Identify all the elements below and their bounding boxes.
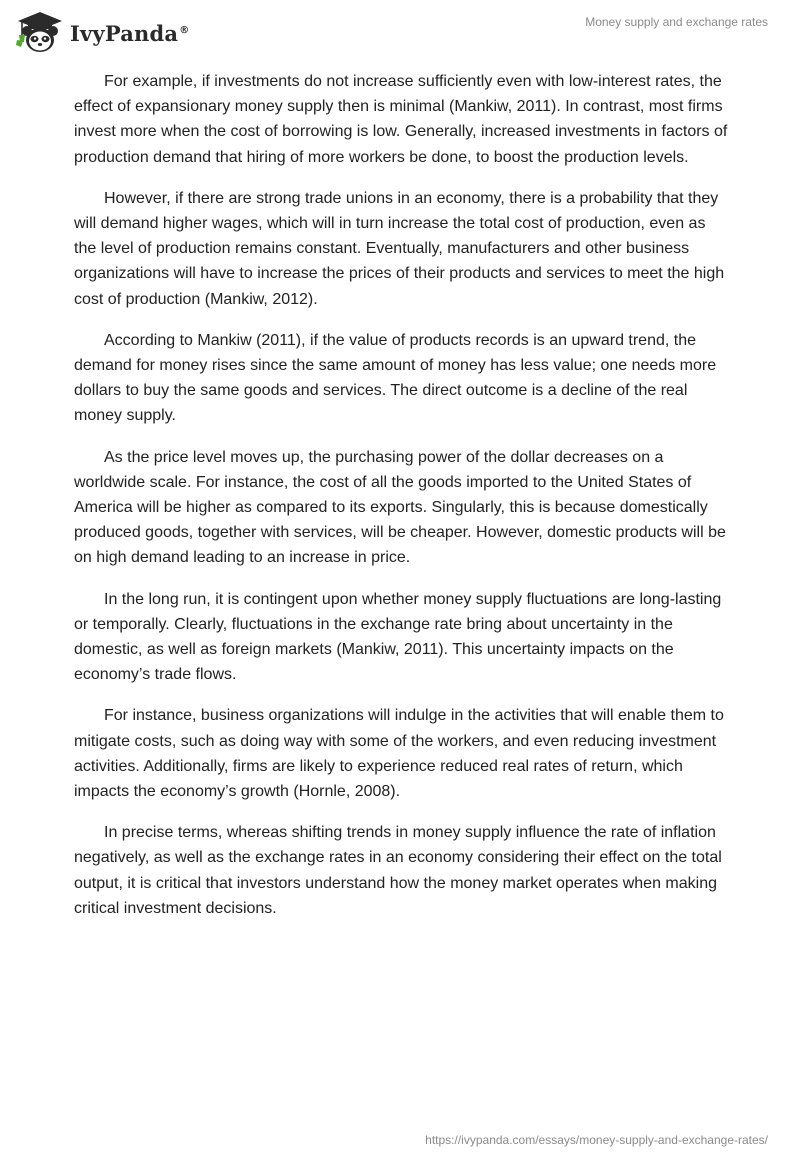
brand-logo[interactable] bbox=[14, 8, 189, 56]
essay-body bbox=[74, 69, 730, 937]
paragraph: In the long run, it is contingent upon whether money supply fluctuations are long-lasting or temporally. Clearly, fluctuations in the exchange rate bring about uncertainty in the domestic, as well as foreign markets (Mankiw, 2011). This uncertainty impacts on the economy’s trade flows. bbox=[74, 590, 722, 684]
page-header bbox=[0, 0, 800, 70]
paragraph: In precise terms, whereas shifting trends in money supply influence the rate of inflation negatively, as well as the exchange rates in an economy considering their effect on the total output, it is critical that investors understand how the money market operates when making critical investment decisions. bbox=[74, 824, 722, 917]
panda-graduation-cap-icon bbox=[14, 9, 66, 55]
paragraph: According to Mankiw (2011), if the value of products records is an upward trend, the demand for money rises since the same amount of money has less value; one needs more dollars to buy the same goods and services. The direct outcome is a decline of the real money supply. bbox=[74, 331, 717, 425]
paragraph: For example, if investments do not increase sufficiently even with low-interest rates, the effect of expansionary money supply then is minimal (Mankiw, 2011). In contrast, most firms invest more when the cost of borrowing is low. Generally, increased investments in factors of production demand that hiring of more workers be done, to boost the production levels. bbox=[74, 73, 728, 166]
paragraph: However, if there are strong trade unions in an economy, there is a probability that they will demand higher wages, which will in turn increase the total cost of production, even as the level of production remains constant. Eventually, manufacturers and other business organizations will have to increase the prices of their products and services to meet the high cost of production (Mankiw, 2012). bbox=[74, 189, 725, 308]
brand-name: IvyPanda® bbox=[70, 20, 190, 46]
paragraph: As the price level moves up, the purchasing power of the dollar decreases on a worldwide scale. For instance, the cost of all the goods imported to the United States of America will be higher as compared to its exports. Singularly, this is because domestically produced goods, together with services, will be cheaper. However, domestic products will be on high demand leading to an increase in price. bbox=[74, 448, 726, 567]
document-title: Money supply and exchange rates bbox=[585, 15, 768, 29]
registered-mark: ® bbox=[179, 24, 190, 36]
paragraph: For instance, business organizations will indulge in the activities that will enable them to mitigate costs, such as doing way with some of the workers, and even reducing investment activities. Additionally, firms are likely to experience reduced real rates of return, which impacts the economy’s growth (Hornle, 2008). bbox=[74, 707, 724, 801]
source-url[interactable]: https://ivypanda.com/essays/money-supply-and-exchange-rates/ bbox=[425, 1133, 768, 1147]
